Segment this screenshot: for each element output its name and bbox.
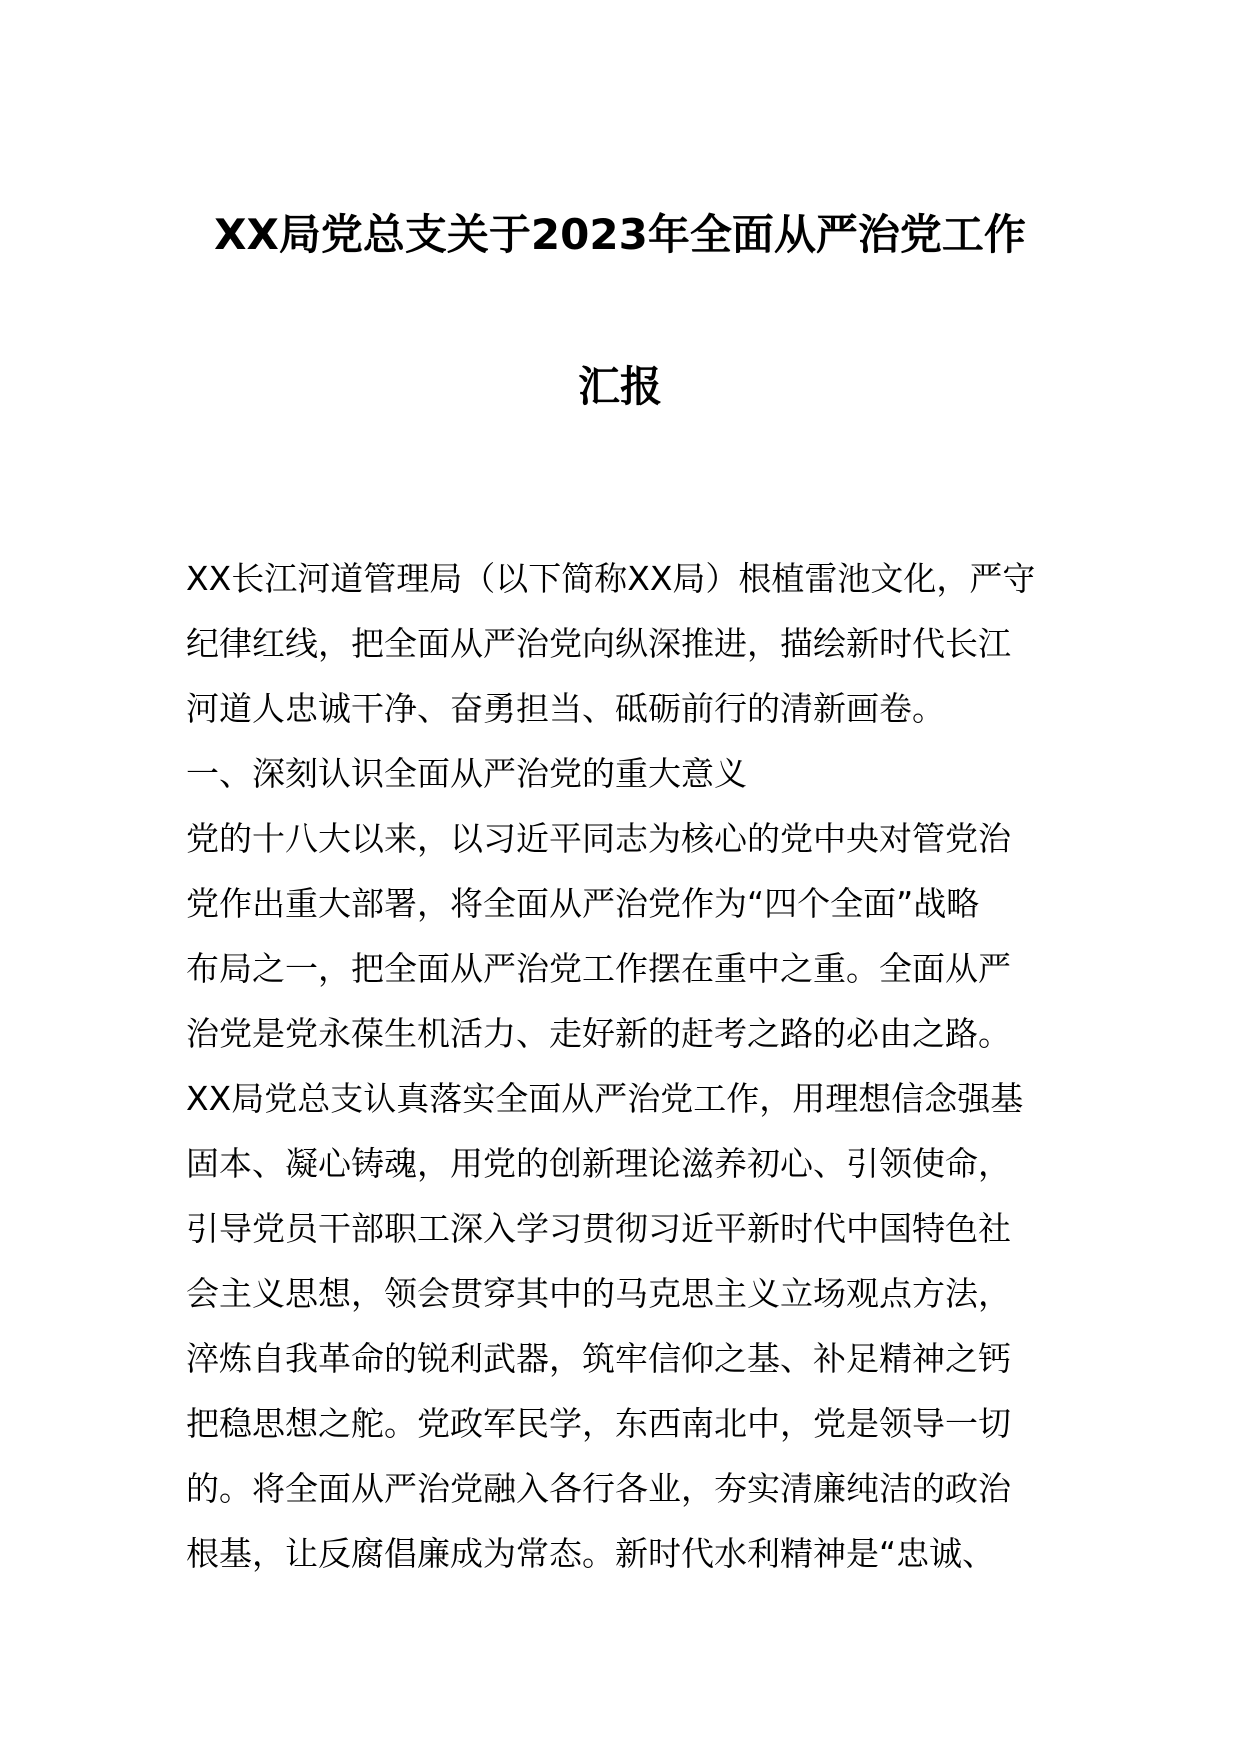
- body-line: 党作出重大部署，将全面从严治党作为“四个全面”战略: [186, 884, 980, 923]
- body-line: 纪律红线，把全面从严治党向纵深推进，描绘新时代长江: [186, 624, 1011, 663]
- document-body: [186, 546, 1086, 1586]
- document-title-line-1: XX局党总支关于2023年全面从严治党工作: [214, 210, 1026, 259]
- body-line: XX长江河道管理局（以下简称XX局）根植雷池文化，严守: [186, 559, 1036, 598]
- body-line: XX局党总支认真落实全面从严治党工作，用理想信念强基: [186, 1079, 1024, 1118]
- body-line: 治党是党永葆生机活力、走好新的赶考之路的必由之路。: [186, 1014, 1011, 1053]
- body-line: 河道人忠诚干净、奋勇担当、砥砺前行的清新画卷。: [186, 689, 945, 728]
- document-title-line-2: 汇报: [577, 362, 662, 411]
- body-line: 会主义思想，领会贯穿其中的马克思主义立场观点方法，: [186, 1274, 1011, 1313]
- body-line: 固本、凝心铸魂，用党的创新理论滋养初心、引领使命，: [186, 1144, 1011, 1183]
- body-line: 的。将全面从严治党融入各行各业，夯实清廉纯洁的政治: [186, 1469, 1011, 1508]
- body-line: 淬炼自我革命的锐利武器，筑牢信仰之基、补足精神之钙: [186, 1339, 1011, 1378]
- body-line: 引导党员干部职工深入学习贯彻习近平新时代中国特色社: [186, 1209, 1011, 1248]
- body-line: 布局之一，把全面从严治党工作摆在重中之重。全面从严: [186, 949, 1011, 988]
- body-line: 党的十八大以来，以习近平同志为核心的党中央对管党治: [186, 819, 1011, 858]
- section-heading: 一、深刻认识全面从严治党的重大意义: [186, 754, 747, 793]
- body-line: 根基，让反腐倡廉成为常态。新时代水利精神是“忠诚、: [186, 1534, 996, 1573]
- body-line: 把稳思想之舵。党政军民学，东西南北中，党是领导一切: [186, 1404, 1011, 1443]
